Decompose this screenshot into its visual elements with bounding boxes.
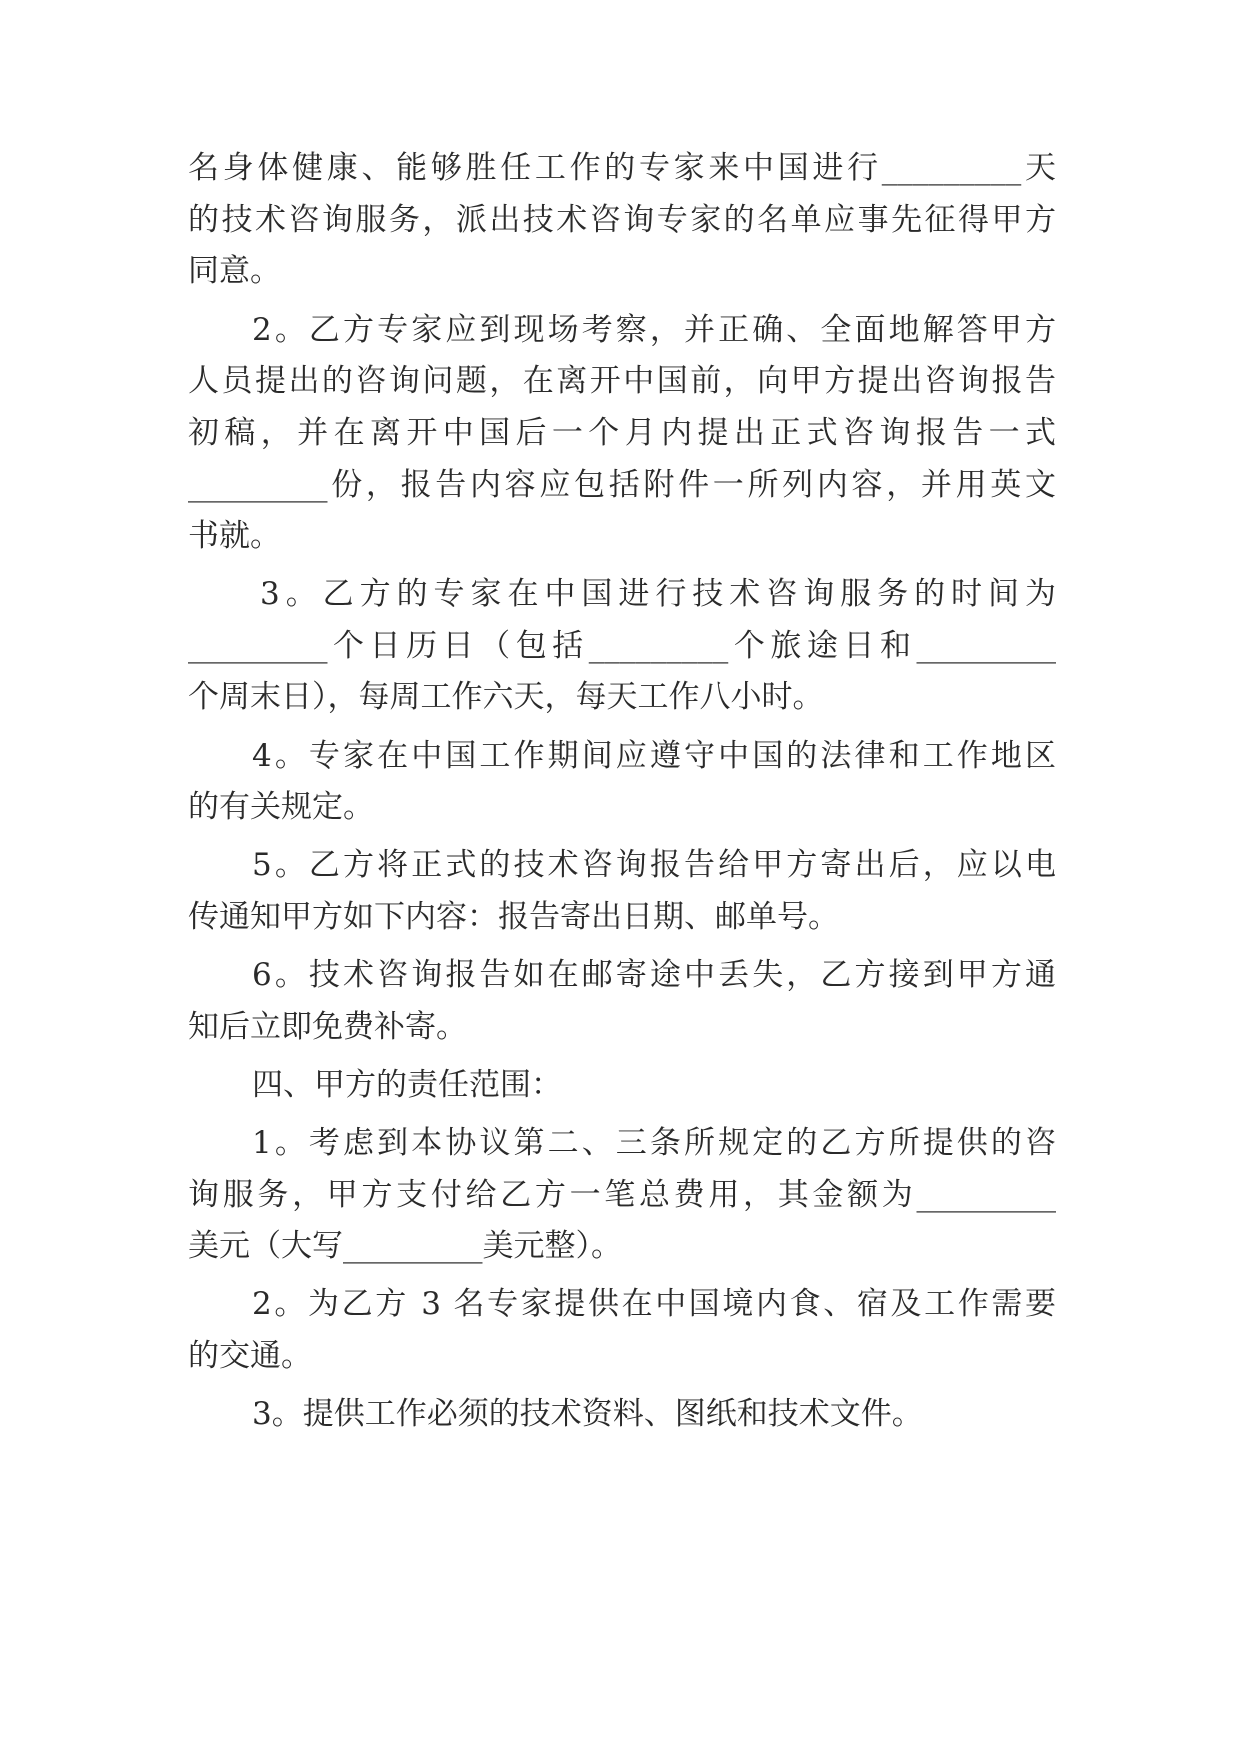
text-line: 2。为乙方 3 名专家提供在中国境内食、宿及工作需要 [252,1286,1056,1322]
text-line: _________个日历日（包括_________个旅途日和_________ [188,628,1056,664]
text-line: 个周末日），每周工作六天，每天工作八小时。 [188,679,824,715]
text-line: 名身体健康、能够胜任工作的专家来中国进行_________天 [188,150,1056,186]
text-line: 初稿，并在离开中国后一个月内提出正式咨询报告一式 [188,415,1056,451]
text-line: 传通知甲方如下内容：报告寄出日期、邮单号。 [188,899,839,935]
text-line: 人员提出的咨询问题，在离开中国前，向甲方提出咨询报告 [188,363,1056,399]
text-line: 2。乙方专家应到现场考察，并正确、全面地解答甲方 [252,312,1056,348]
text-line: 同意。 [188,253,281,289]
text-line: 1。考虑到本协议第二、三条所规定的乙方所提供的咨 [252,1125,1056,1161]
text-line: 询服务，甲方支付给乙方一笔总费用，其金额为_________ [188,1177,1056,1213]
text-line: 知后立即免费补寄。 [188,1009,467,1045]
text-line: _________份，报告内容应包括附件一所列内容，并用英文 [188,467,1056,503]
text-line: 的技术咨询服务，派出技术咨询专家的名单应事先征得甲方 [188,202,1056,238]
text-line: 的交通。 [188,1338,312,1374]
text-line: 4。专家在中国工作期间应遵守中国的法律和工作地区 [252,738,1056,774]
text-line: 美元（大写_________美元整）。 [188,1228,622,1264]
text-line: 3。乙方的专家在中国进行技术咨询服务的时间为 [260,576,1056,612]
text-line: 书就。 [188,518,281,554]
text-line: 5。乙方将正式的技术咨询报告给甲方寄出后，应以电 [252,847,1056,883]
text-line: 6。技术咨询报告如在邮寄途中丢失，乙方接到甲方通 [252,957,1056,993]
text-line: 的有关规定。 [188,789,374,825]
text-line: 3。提供工作必须的技术资料、图纸和技术文件。 [252,1396,923,1432]
section-heading: 四、甲方的责任范围： [252,1067,562,1103]
